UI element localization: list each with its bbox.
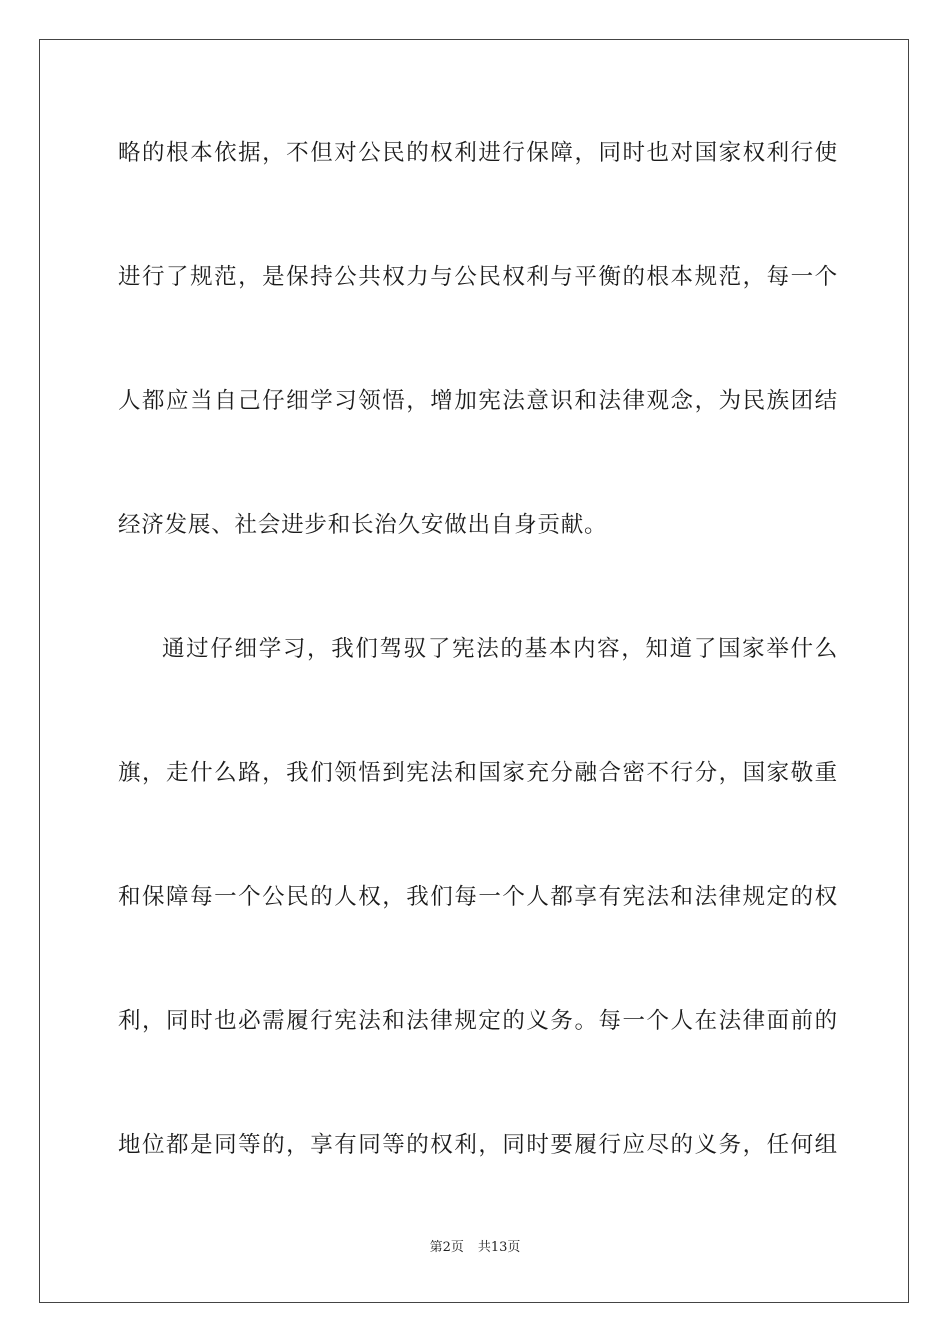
text-line: 和保障每一个公民的人权，我们每一个人都享有宪法和法律规定的权 [118, 884, 838, 910]
text-line: 地位都是同等的，享有同等的权利，同时要履行应尽的义务，任何组 [118, 1132, 838, 1158]
document-page [39, 39, 909, 1303]
paragraph-first-line: 通过仔细学习，我们驾驭了宪法的基本内容，知道了国家举什么 [162, 636, 838, 662]
text-line: 人都应当自己仔细学习领悟，增加宪法意识和法律观念，为民族团结 [118, 388, 838, 414]
text-line: 经济发展、社会进步和长治久安做出自身贡献。 [118, 512, 608, 538]
page-footer [40, 1236, 910, 1255]
text-line: 利，同时也必需履行宪法和法律规定的义务。每一个人在法律面前的 [118, 1008, 838, 1034]
text-line: 旗，走什么路，我们领悟到宪法和国家充分融合密不行分，国家敬重 [118, 760, 838, 786]
text-line: 进行了规范，是保持公共权力与公民权利与平衡的根本规范，每一个 [118, 264, 838, 290]
page-number: 第2页 [429, 1240, 464, 1255]
text-line: 略的根本依据，不但对公民的权利进行保障，同时也对国家权利行使 [118, 140, 838, 166]
page-total: 共13页 [477, 1240, 521, 1255]
